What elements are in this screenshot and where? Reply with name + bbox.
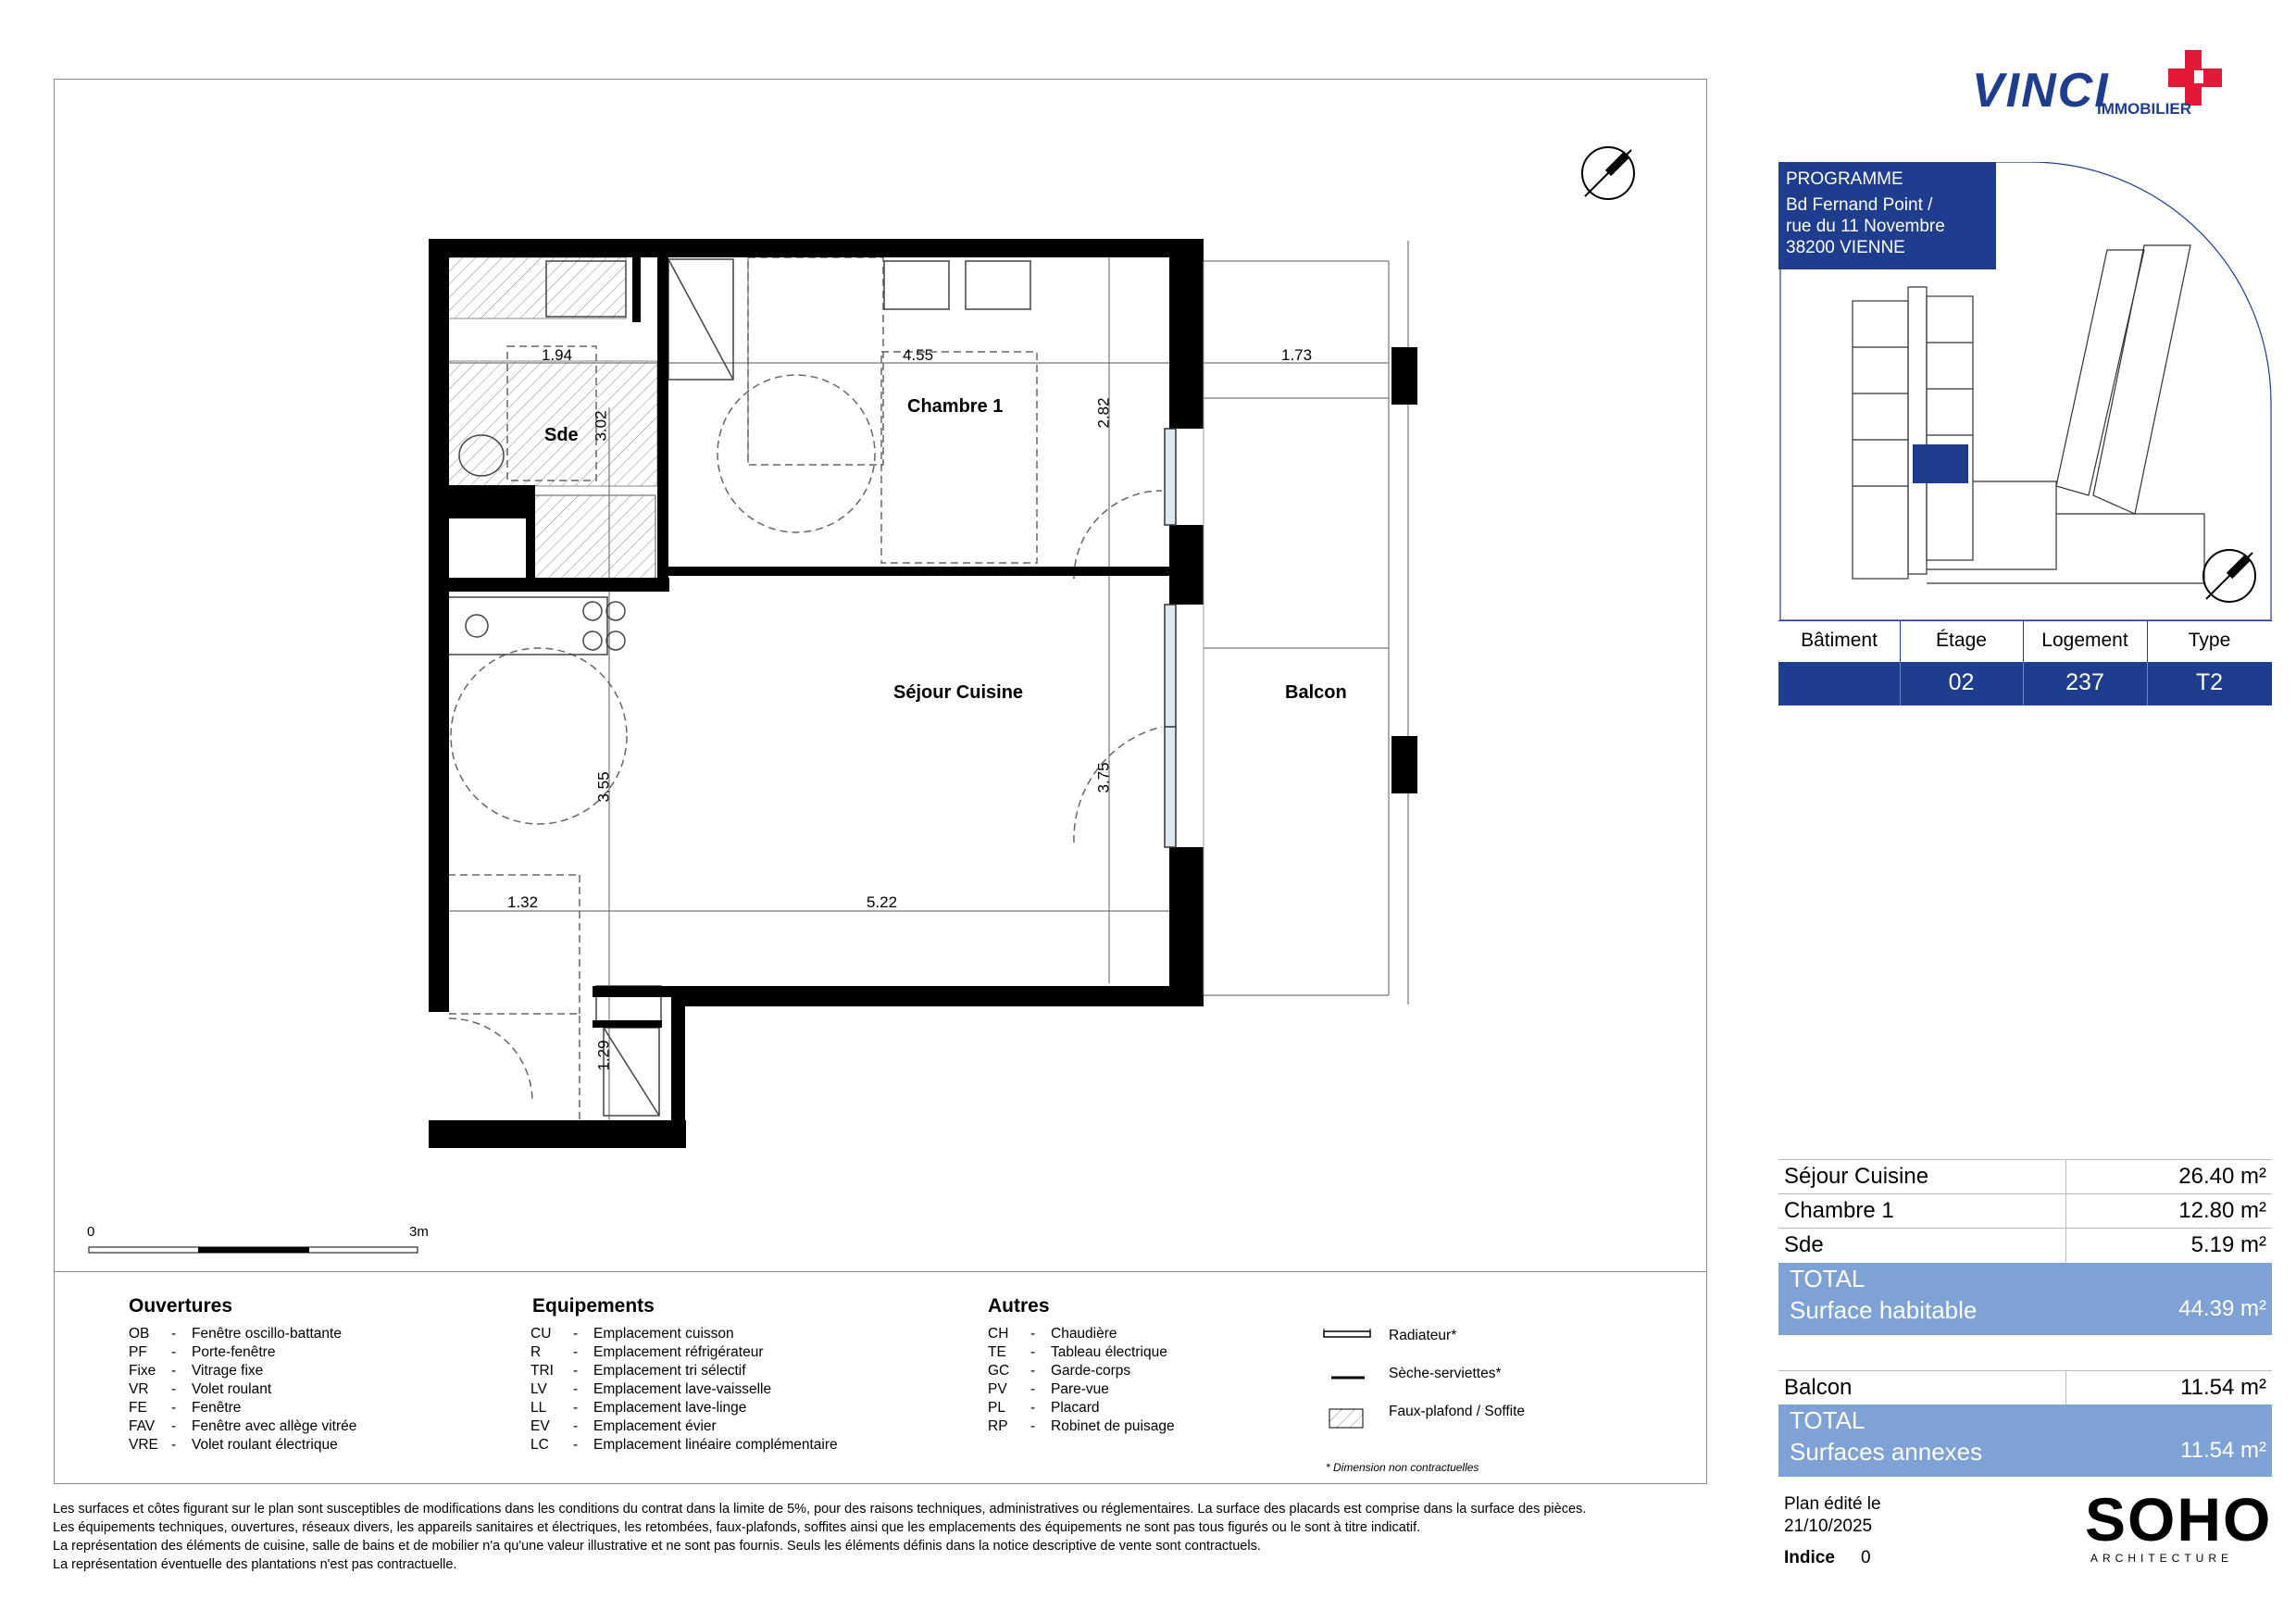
legend-code: FAV [129, 1418, 156, 1434]
surface-label: Séjour Cuisine [1784, 1164, 1929, 1189]
info-value-type: T2 [2195, 669, 2224, 695]
legend-text: Emplacement évier [593, 1418, 717, 1434]
total-annexes [1778, 1405, 2272, 1477]
legend-row [988, 1400, 1100, 1417]
footer-line: La représentation éventuelle des plantations n'est pas contractuelle. [53, 1557, 457, 1572]
legend-code: PF [129, 1344, 147, 1360]
surface-value: 12.80 m² [2178, 1198, 2266, 1223]
legend-code: Fixe [129, 1363, 156, 1379]
footer-line: Les équipements techniques, ouvertures, réseaux divers, les appareils sanitaires et électriques, les retombées, faux-plafonds, soffites ainsi que les emplacements des équipements ne sont pas tous figurés ou le sont à titre indicatif. [53, 1520, 1421, 1535]
legend-separator: - [1030, 1400, 1036, 1416]
dim-label: 1.32 [507, 893, 539, 911]
legend-code: VR [129, 1381, 149, 1397]
legend-separator: - [171, 1381, 177, 1397]
legend-separator: - [1030, 1363, 1036, 1379]
room-label-sde: Sde [544, 425, 579, 445]
legend-separator: - [171, 1326, 177, 1342]
legend-row [129, 1381, 271, 1398]
footer-line: Les surfaces et côtes figurant sur le plan sont susceptibles de modifications dans les conditions du contrat dans la limite de 5%, pour des raisons techniques, administratives ou réglementaires. La surface des placards est comprise dans la surface des pièces. [53, 1502, 1587, 1517]
legend-equipements-title: Equipements [532, 1295, 655, 1317]
legend-separator: - [1030, 1418, 1036, 1434]
room-label-sejour: Séjour Cuisine [893, 682, 1024, 703]
dim-label: 1.29 [594, 1040, 613, 1071]
legend-row [530, 1400, 746, 1417]
legend-text: Emplacement linéaire complémentaire [593, 1437, 838, 1453]
highlighted-unit [1913, 444, 1968, 483]
surface-value: 5.19 m² [2190, 1232, 2266, 1257]
programme-line1: Bd Fernand Point / [1786, 195, 1933, 215]
legend-text: Placard [1051, 1400, 1100, 1416]
legend-text: Fenêtre avec allège vitrée [192, 1418, 357, 1434]
legend-text: Emplacement réfrigérateur [593, 1344, 764, 1360]
legend-text: Chaudière [1051, 1326, 1117, 1342]
vinci-logo: VINCI [1972, 64, 2110, 118]
total-habitable-label: Surface habitable [1790, 1296, 1978, 1324]
annexe-row [1778, 1370, 2272, 1405]
programme-title: PROGRAMME [1786, 169, 1903, 189]
legend-separator: - [573, 1363, 579, 1379]
legend-separator: - [1030, 1344, 1036, 1360]
edition-date: 21/10/2025 [1784, 1517, 1873, 1536]
legend-autres-title: Autres [988, 1295, 1050, 1317]
legend-code: CH [988, 1326, 1009, 1342]
legend-code: PV [988, 1381, 1007, 1397]
annexe-label: Balcon [1784, 1375, 1853, 1400]
surface-label: Sde [1784, 1232, 1824, 1257]
legend-row [530, 1363, 746, 1380]
legend-text: Porte-fenêtre [192, 1344, 276, 1360]
faux-plafond-zone [448, 257, 626, 318]
legend-code: LL [530, 1400, 547, 1416]
legend-code: RP [988, 1418, 1008, 1434]
footer-line: La représentation des éléments de cuisine, salle de bains et de mobilier n'a qu'une valeur illustrative et ne sont pas fournis. Seuls les éléments définis dans la notice descriptive de vente sont contractuels. [53, 1539, 1261, 1554]
total-annexes-value: 11.54 m² [2180, 1438, 2266, 1463]
legend-separator: - [573, 1418, 579, 1434]
legend-faux-plafond: Faux-plafond / Soffite [1389, 1404, 1526, 1419]
legend-text: Fenêtre [192, 1400, 242, 1416]
surface-label: Chambre 1 [1784, 1198, 1894, 1223]
dim-label: 2.82 [1094, 397, 1113, 429]
legend-separator: - [171, 1344, 177, 1360]
legend-code: R [530, 1344, 542, 1360]
programme-line3: 38200 VIENNE [1786, 238, 1905, 257]
legend-text: Volet roulant électrique [192, 1437, 338, 1453]
legend-separator: - [1030, 1326, 1036, 1342]
legend-symbols-icon [1322, 1324, 1378, 1435]
legend-separator: - [573, 1344, 579, 1360]
legend-code: VRE [129, 1437, 158, 1453]
legend-separator: - [1030, 1381, 1036, 1397]
legend-code: TRI [530, 1363, 554, 1379]
legend-separator: - [573, 1381, 579, 1397]
legend-code: CU [530, 1326, 552, 1342]
legend-text: Volet roulant [192, 1381, 272, 1397]
room-label-chambre: Chambre 1 [907, 396, 1004, 417]
indice-value: 0 [1861, 1548, 1871, 1567]
total-habitable-title: TOTAL [1790, 1265, 1866, 1292]
legend-seche-serviettes: Sèche-serviettes* [1389, 1366, 1502, 1381]
legend-row [530, 1326, 734, 1342]
legend-code: GC [988, 1363, 1010, 1379]
legend-separator: - [573, 1400, 579, 1416]
legend-text: Vitrage fixe [192, 1363, 264, 1379]
legend-row [530, 1418, 717, 1435]
legend-text: Robinet de puisage [1051, 1418, 1175, 1434]
shower-tray [531, 495, 655, 579]
legend-code: LV [530, 1381, 547, 1397]
surface-row [1778, 1228, 2272, 1262]
soho-logo: SOHO [2085, 1485, 2273, 1554]
total-habitable-value: 44.39 m² [2178, 1296, 2266, 1321]
total-annexes-title: TOTAL [1790, 1406, 1866, 1434]
programme-line2: rue du 11 Novembre [1786, 217, 1945, 236]
legend-row [988, 1381, 1109, 1398]
info-header-logement: Logement [2041, 630, 2128, 651]
legend-code: LC [530, 1437, 549, 1453]
legend-row [530, 1344, 764, 1361]
dim-label: 3.75 [1094, 762, 1113, 793]
indice-label: Indice [1784, 1548, 1835, 1567]
legend-separator: - [171, 1400, 177, 1416]
dim-label: 1.94 [542, 346, 573, 364]
legend-code: FE [129, 1400, 147, 1416]
legend-separator: - [573, 1437, 579, 1453]
annexe-value: 11.54 m² [2180, 1375, 2266, 1400]
dim-label: 1.73 [1281, 346, 1313, 364]
legend-code: PL [988, 1400, 1005, 1416]
info-header-batiment: Bâtiment [1801, 630, 1878, 651]
legend-radiateur: Radiateur* [1389, 1328, 1457, 1343]
info-value-batiment [1778, 661, 1900, 705]
legend-separator: - [171, 1418, 177, 1434]
vinci-sub: IMMOBILIER [2097, 100, 2191, 118]
legend-row [129, 1418, 356, 1435]
dim-label: 4.55 [903, 346, 934, 364]
legend-row [129, 1363, 263, 1380]
legend-note: * Dimension non contractuelles [1326, 1461, 1479, 1474]
legend-row [129, 1326, 342, 1342]
total-annexes-label: Surfaces annexes [1790, 1438, 1983, 1466]
legend-separator: - [171, 1437, 177, 1453]
scale-start: 0 [87, 1224, 95, 1240]
legend-row [129, 1400, 241, 1417]
legend-row [129, 1437, 338, 1454]
legend-text: Emplacement lave-linge [593, 1400, 747, 1416]
legend-code: EV [530, 1418, 550, 1434]
surface-row [1778, 1159, 2272, 1193]
legend-row [988, 1418, 1175, 1435]
scale-bar [89, 1247, 418, 1253]
legend-text: Pare-vue [1051, 1381, 1109, 1397]
legend-row [988, 1326, 1117, 1342]
legend-row [530, 1437, 838, 1454]
dim-label: 3.02 [592, 410, 610, 442]
legend-text: Emplacement tri sélectif [593, 1363, 746, 1379]
north-compass-icon [1582, 147, 1634, 199]
scale-end: 3m [409, 1224, 429, 1240]
legend-text: Emplacement cuisson [593, 1326, 734, 1342]
dim-label: 5.22 [867, 893, 898, 911]
legend-text: Tableau électrique [1051, 1344, 1167, 1360]
legend-text: Fenêtre oscillo-battante [192, 1326, 342, 1342]
info-value-etage: 02 [1948, 669, 1975, 695]
edition-label: Plan édité le [1784, 1494, 1881, 1514]
legend-row [988, 1344, 1167, 1361]
info-header-etage: Étage [1936, 630, 1987, 651]
legend-separator: - [171, 1363, 177, 1379]
surface-row [1778, 1193, 2272, 1228]
legend-code: OB [129, 1326, 150, 1342]
soho-sub: ARCHITECTURE [2090, 1552, 2234, 1565]
programme-box [1778, 162, 1996, 269]
faux-plafond-zone [448, 361, 657, 486]
legend-ouvertures-title: Ouvertures [129, 1295, 233, 1317]
legend-text: Garde-corps [1051, 1363, 1131, 1379]
info-header-type: Type [2188, 630, 2231, 651]
dim-label: 3.55 [594, 771, 613, 803]
legend-row [530, 1381, 771, 1398]
legend-text: Emplacement lave-vaisselle [593, 1381, 772, 1397]
legend-code: TE [988, 1344, 1006, 1360]
legend-row [129, 1344, 275, 1361]
total-habitable [1778, 1263, 2272, 1335]
legend-separator: - [573, 1326, 579, 1342]
legend-row [988, 1363, 1130, 1380]
room-label-balcon: Balcon [1285, 682, 1347, 703]
info-value-logement: 237 [2065, 669, 2104, 695]
surface-value: 26.40 m² [2178, 1164, 2266, 1189]
